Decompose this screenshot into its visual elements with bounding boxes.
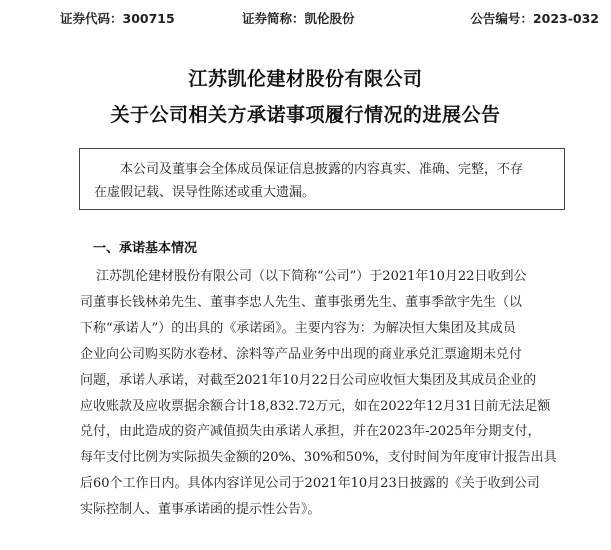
body-line: 每年支付比例为实际损失金额的20%、30%和50%，支付时间为年度审计报告出具 bbox=[80, 450, 557, 466]
body-line: 兑付，由此造成的资产减值损失由承诺人承担，并在2023年-2025年分期支付， bbox=[80, 424, 541, 440]
section-heading: 一、承诺基本情况 bbox=[93, 241, 198, 256]
body-line: 应收账款及应收票据余额合计18,832.72万元，如在2022年12月31日前无法足额 bbox=[80, 398, 551, 414]
notice-number: 公告编号：2023-032 bbox=[470, 11, 599, 26]
body-line: 企业向公司购买防水卷材、涂料等产品业务中出现的商业承兑汇票逾期未兑付 bbox=[80, 346, 523, 362]
section-body bbox=[80, 264, 557, 523]
announcement-title: 关于公司相关方承诺事项履行情况的进展公告 bbox=[110, 104, 501, 126]
body-line: 下称“承诺人”）的出具的《承诺函》。主要内容为：为解决恒大集团及其成员 bbox=[80, 320, 516, 336]
statement-line: 本公司及董事会全体成员保证信息披露的内容真实、准确、完整，不存 bbox=[120, 162, 524, 177]
stock-code: 证券代码：300715 bbox=[60, 11, 175, 26]
company-name-title: 江苏凯伦建材股份有限公司 bbox=[188, 68, 423, 90]
body-line: 问题，承诺人承诺，对截至2021年10月22日公司应收恒大集团及其成员企业的 bbox=[80, 372, 537, 388]
body-line: 实际控制人、董事承诺函的提示性公告》。 bbox=[80, 502, 321, 518]
board-statement-box bbox=[79, 148, 565, 210]
body-line: 司董事长钱林弟先生、董事李忠人先生、董事张勇先生、董事季歆宇先生（以 bbox=[80, 294, 523, 310]
body-line: 江苏凯伦建材股份有限公司（以下简称“公司”）于2021年10月22日收到公 bbox=[96, 269, 527, 284]
announcement-header bbox=[60, 4, 599, 30]
stock-abbreviation: 证券简称：凯伦股份 bbox=[242, 11, 355, 26]
body-line: 后60个工作日内。具体内容详见公司于2021年10月23日披露的《关于收到公司 bbox=[80, 476, 540, 492]
statement-line: 在虚假记载、误导性陈述或重大遗漏。 bbox=[94, 185, 316, 200]
